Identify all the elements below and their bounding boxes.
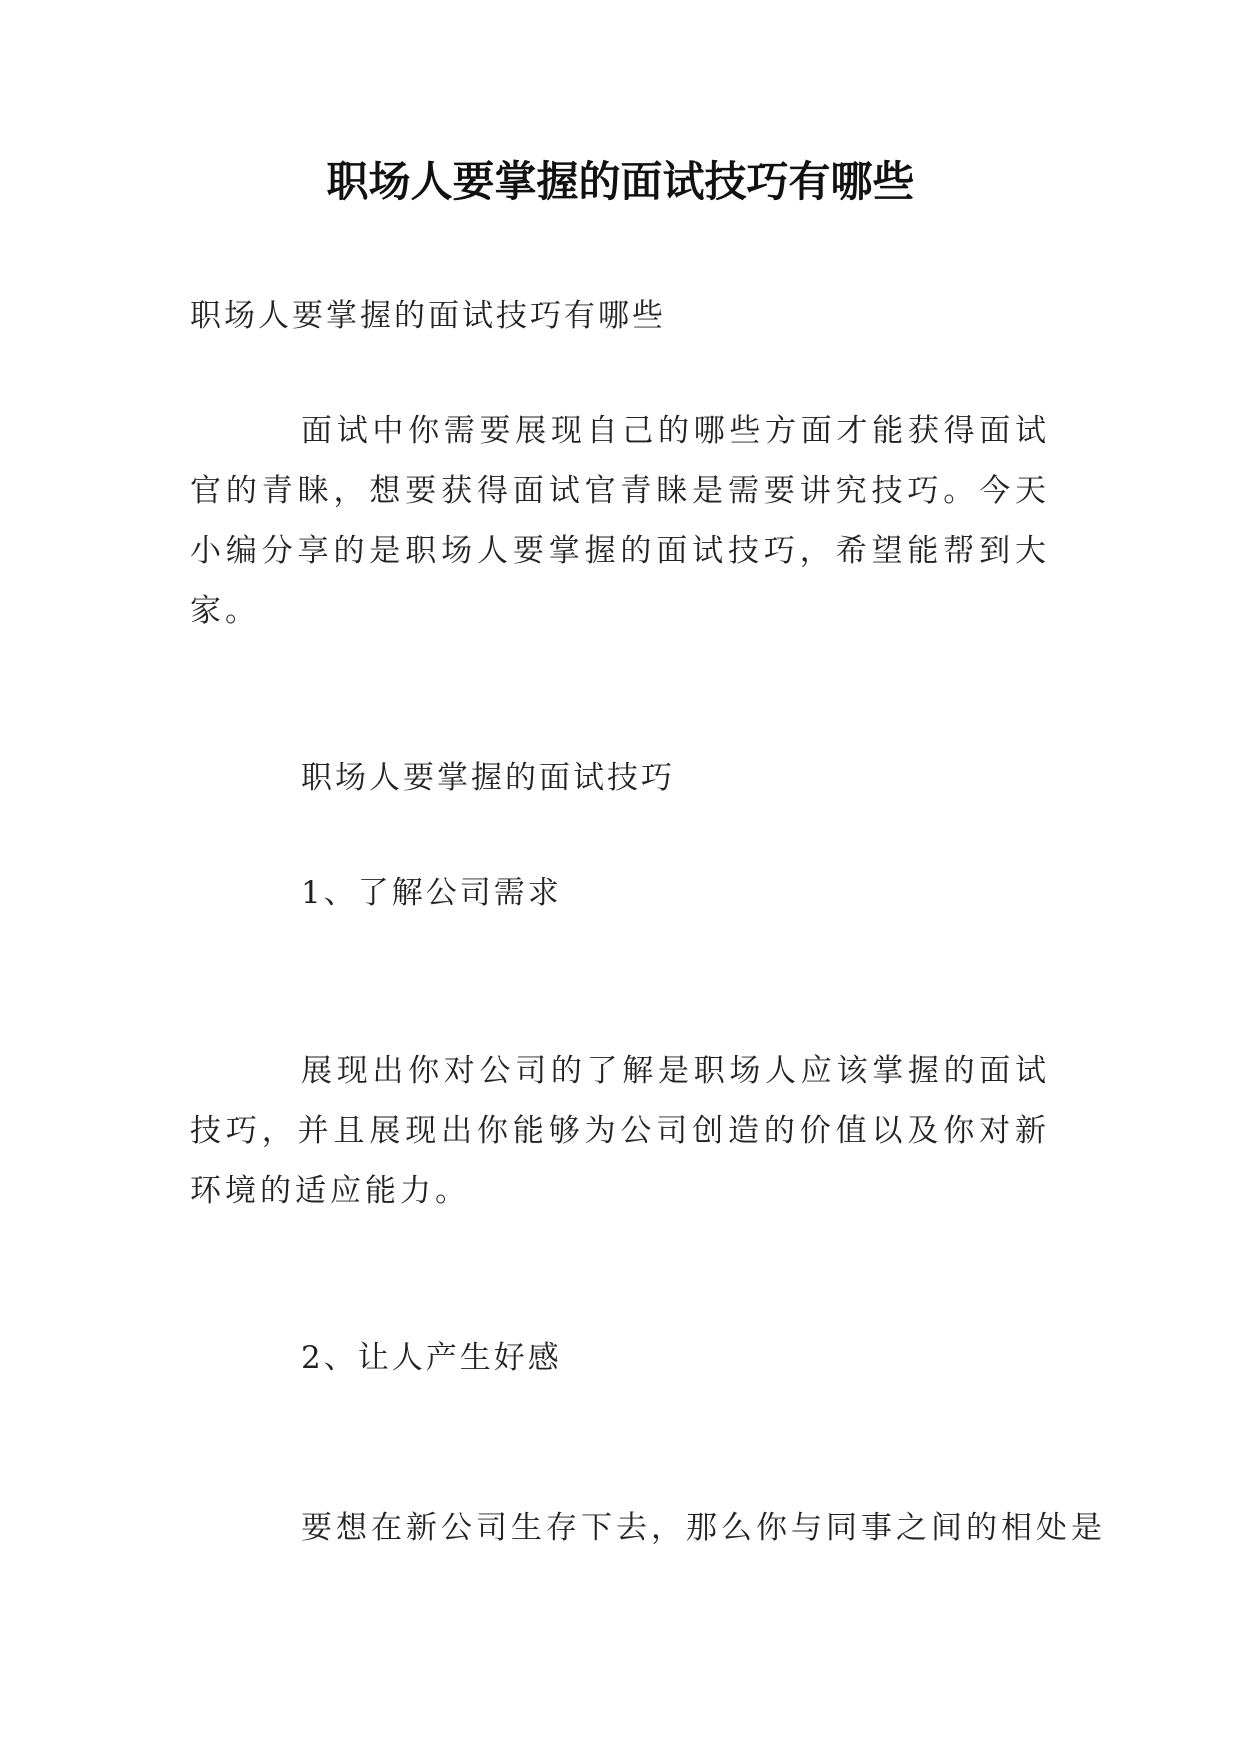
point-1-paragraph: 展现出你对公司的了解是职场人应该掌握的面试技巧，并且展现出你能够为公司创造的价值以及你对新环境的适应能力。: [190, 1053, 1050, 1209]
intro-paragraph: 面试中你需要展现自己的哪些方面才能获得面试官的青睐，想要获得面试官青睐是需要讲究技巧。今天小编分享的是职场人要掌握的面试技巧，希望能帮到大家。: [190, 413, 1050, 629]
point-2-paragraph: 要想在新公司生存下去，那么你与同事之间的相处是: [301, 1510, 1106, 1546]
document-subtitle: 职场人要掌握的面试技巧有哪些: [190, 298, 666, 334]
point-1-heading: 1、了解公司需求: [301, 875, 562, 911]
section-heading: 职场人要掌握的面试技巧: [301, 760, 675, 796]
point-2-heading: 2、让人产生好感: [301, 1340, 562, 1376]
document-title: 职场人要掌握的面试技巧有哪些: [326, 157, 915, 206]
